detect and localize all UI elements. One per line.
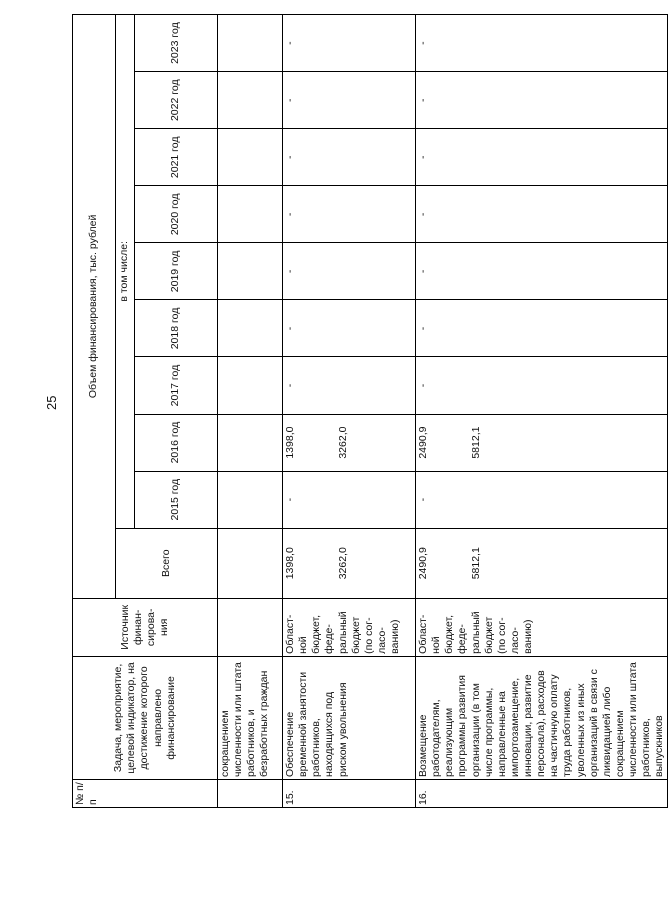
total-regional: 1398,0 — [284, 547, 296, 580]
cell-2016 — [416, 414, 668, 471]
cell-empty — [218, 414, 283, 471]
cell-empty — [218, 357, 283, 414]
total-federal: 3262,0 — [337, 547, 350, 580]
cell-empty — [218, 15, 283, 72]
table-row — [283, 15, 416, 808]
header-year-2022: 2022 год — [135, 72, 218, 129]
source-federal: феде-ральный бюджет (по сог-ласо-ванию) — [323, 611, 401, 654]
cell-source — [416, 598, 668, 656]
y2016-regional: 1398,0 — [284, 426, 296, 459]
header-num: № п/п — [73, 779, 218, 807]
source-regional: Област-ной бюджет, — [284, 614, 323, 654]
header-year-2018: 2018 год — [135, 300, 218, 357]
cell-task: Возмещение работодателям, реализующим программы развития организации (в том числе программы, направленные на импортозамещение, инновации, развитие персонала), расходов на частичную оплату труда работников, уволенных из иных организаций в связи с ликвидацией либо сокращением численности или штата работников, выпускников — [416, 656, 668, 779]
header-year-2023: 2023 год — [135, 15, 218, 72]
financing-table — [72, 14, 668, 808]
source-federal: феде-ральный бюджет (по сог-ласо-ванию) — [456, 611, 534, 654]
cell-2022: - — [416, 72, 668, 129]
cell-empty — [218, 528, 283, 598]
page-number: 25 — [44, 395, 59, 410]
header-total: Всего — [116, 528, 218, 598]
cell-2015: - — [416, 471, 668, 528]
header-year-2021: 2021 год — [135, 129, 218, 186]
header-year-2017: 2017 год — [135, 357, 218, 414]
cell-2023: - — [416, 15, 668, 72]
y2016-federal: 3262,0 — [337, 426, 350, 459]
cell-2018: - — [283, 300, 416, 357]
cell-2019: - — [416, 243, 668, 300]
header-volume: Объем финансирования, тыс. рублей — [73, 15, 116, 599]
header-including: в том числе: — [116, 15, 135, 529]
cell-task-continued: сокращением численности или штата работников, и безработных граждан — [218, 656, 283, 779]
cell-2016 — [283, 414, 416, 471]
header-source: Источник финан-сирова-ния — [73, 598, 218, 656]
cell-empty — [218, 243, 283, 300]
cell-num: 16. — [416, 779, 668, 807]
cell-total — [283, 528, 416, 598]
source-regional: Област-ной бюджет, — [417, 614, 456, 654]
cell-2020: - — [416, 186, 668, 243]
cell-empty — [218, 598, 283, 656]
table-row — [416, 15, 668, 808]
cell-num-empty — [218, 779, 283, 807]
cell-num: 15. — [283, 779, 416, 807]
cell-total — [416, 528, 668, 598]
cell-2018: - — [416, 300, 668, 357]
cell-2021: - — [416, 129, 668, 186]
cell-empty — [218, 129, 283, 186]
table-row-continuation — [218, 15, 283, 808]
header-task: Задача, мероприятие, целевой индикатор, на достижение которого направлено финансирование — [73, 656, 218, 779]
cell-empty — [218, 300, 283, 357]
header-year-2019: 2019 год — [135, 243, 218, 300]
cell-2017: - — [416, 357, 668, 414]
header-year-2015: 2015 год — [135, 471, 218, 528]
cell-source — [283, 598, 416, 656]
total-federal: 5812,1 — [470, 547, 483, 580]
cell-empty — [218, 186, 283, 243]
total-regional: 2490,9 — [417, 547, 429, 580]
cell-2021: - — [283, 129, 416, 186]
y2016-regional: 2490,9 — [417, 426, 429, 459]
header-year-2020: 2020 год — [135, 186, 218, 243]
cell-2022: - — [283, 72, 416, 129]
cell-2023: - — [283, 15, 416, 72]
cell-task: Обеспечение временной занятости работников, находящихся под риском увольнения — [283, 656, 416, 779]
rotated-page-content — [72, 14, 666, 808]
cell-2017: - — [283, 357, 416, 414]
cell-2015: - — [283, 471, 416, 528]
cell-empty — [218, 471, 283, 528]
y2016-federal: 5812,1 — [470, 426, 483, 459]
header-year-2016: 2016 год — [135, 414, 218, 471]
cell-2019: - — [283, 243, 416, 300]
cell-empty — [218, 72, 283, 129]
cell-2020: - — [283, 186, 416, 243]
